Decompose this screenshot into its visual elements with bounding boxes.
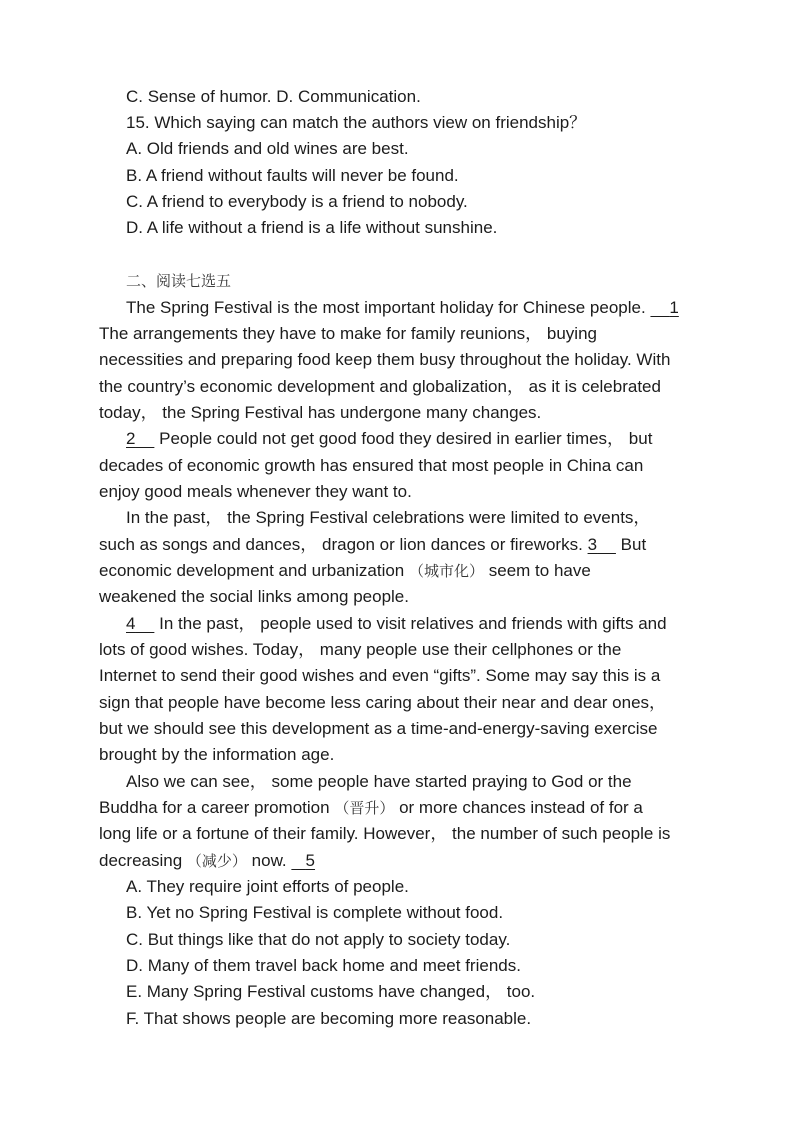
p1-line-2: The arrangements they have to make for family reunions， buying <box>99 324 597 343</box>
p2-line-1 <box>126 428 652 450</box>
blank-1 <box>650 297 678 319</box>
p3-line-4: weakened the social links among people. <box>99 587 409 606</box>
p5-gloss-decrease: （减少） <box>186 852 247 870</box>
p5-gloss-promotion: （晋升） <box>334 799 395 817</box>
option-b: B. Yet no Spring Festival is complete without food. <box>126 903 504 922</box>
p3-line-2-tail: But <box>620 535 647 554</box>
p3-line-3 <box>99 560 591 582</box>
p2-line-3: enjoy good meals whenever they want to. <box>99 482 412 501</box>
q15-option-c: C. A friend to everybody is a friend to nobody. <box>126 192 468 211</box>
option-c: C. But things like that do not apply to society today. <box>126 930 511 949</box>
p5-line-4 <box>99 850 315 872</box>
p5-line-4-text: decreasing <box>99 851 183 870</box>
section-heading: 二、阅读七选五 <box>126 272 232 290</box>
p1-line-1-text: The Spring Festival is the most important holiday for Chinese people. <box>126 298 646 317</box>
blank-2-number: 2 <box>126 429 136 448</box>
p5-line-3: long life or a fortune of their family. However， the number of such people is <box>99 824 671 843</box>
p3-gloss: （城市化） <box>409 562 485 580</box>
p4-line-3: Internet to send their good wishes and even “gifts”. Some may say this is a <box>99 666 661 685</box>
blank-1-number: 1 <box>669 298 679 317</box>
p4-line-4: sign that people have become less caring about their near and dear ones， <box>99 693 667 712</box>
p5-line-4-tail: now. <box>251 851 287 870</box>
blank-5 <box>291 850 315 872</box>
p5-line-1: Also we can see， some people have started praying to God or the <box>126 772 632 791</box>
p3-line-1: In the past， the Spring Festival celebrations were limited to events， <box>126 508 651 527</box>
q15-option-b: B. A friend without faults will never be found. <box>126 166 459 185</box>
blank-3 <box>588 534 616 556</box>
p2-line-1-text: People could not get good food they desired in earlier times， but <box>159 429 653 448</box>
p4-line-2: lots of good wishes. Today， many people use their cellphones or the <box>99 640 622 659</box>
p4-line-1-text: In the past， people used to visit relatives and friends with gifts and <box>159 614 667 633</box>
blank-4-number: 4 <box>126 614 136 633</box>
blank-4 <box>126 613 154 635</box>
p3-line-3-tail: seem to have <box>488 561 591 580</box>
blank-3-number: 3 <box>587 535 598 554</box>
p4-line-5: but we should see this development as a time-and-energy-saving exercise <box>99 719 658 738</box>
q15-option-a: A. Old friends and old wines are best. <box>126 139 409 158</box>
p1-line-4: the country’s economic development and globalization， as it is celebrated <box>99 377 661 396</box>
option-a: A. They require joint efforts of people. <box>126 877 409 896</box>
p1-line-1 <box>126 297 679 319</box>
p1-line-3: necessities and preparing food keep them busy throughout the holiday. With <box>99 350 671 369</box>
option-e: E. Many Spring Festival customs have changed， too. <box>126 982 536 1001</box>
p3-line-3-text: economic development and urbanization <box>99 561 405 580</box>
q15-option-d: D. A life without a friend is a life without sunshine. <box>126 218 498 237</box>
p3-line-2-text: such as songs and dances， dragon or lion dances or fireworks. <box>99 535 583 554</box>
p3-line-2 <box>99 534 646 556</box>
p5-line-2-text: Buddha for a career promotion <box>99 798 330 817</box>
blank-5-number: 5 <box>305 851 316 870</box>
blank-2 <box>126 428 154 450</box>
p2-line-2: decades of economic growth has ensured that most people in China can <box>99 456 644 475</box>
p5-line-2 <box>99 797 643 819</box>
p1-line-5: today， the Spring Festival has undergone many changes. <box>99 403 542 422</box>
p5-line-2-tail: or more chances instead of for a <box>399 798 643 817</box>
q15-question: 15. Which saying can match the authors view on friendship？ <box>126 113 587 132</box>
option-d: D. Many of them travel back home and meet friends. <box>126 956 521 975</box>
q14-options-cd: C. Sense of humor. D. Communication. <box>126 87 421 106</box>
p4-line-1 <box>126 613 667 635</box>
p4-line-6: brought by the information age. <box>99 745 335 764</box>
option-f: F. That shows people are becoming more reasonable. <box>126 1009 532 1028</box>
